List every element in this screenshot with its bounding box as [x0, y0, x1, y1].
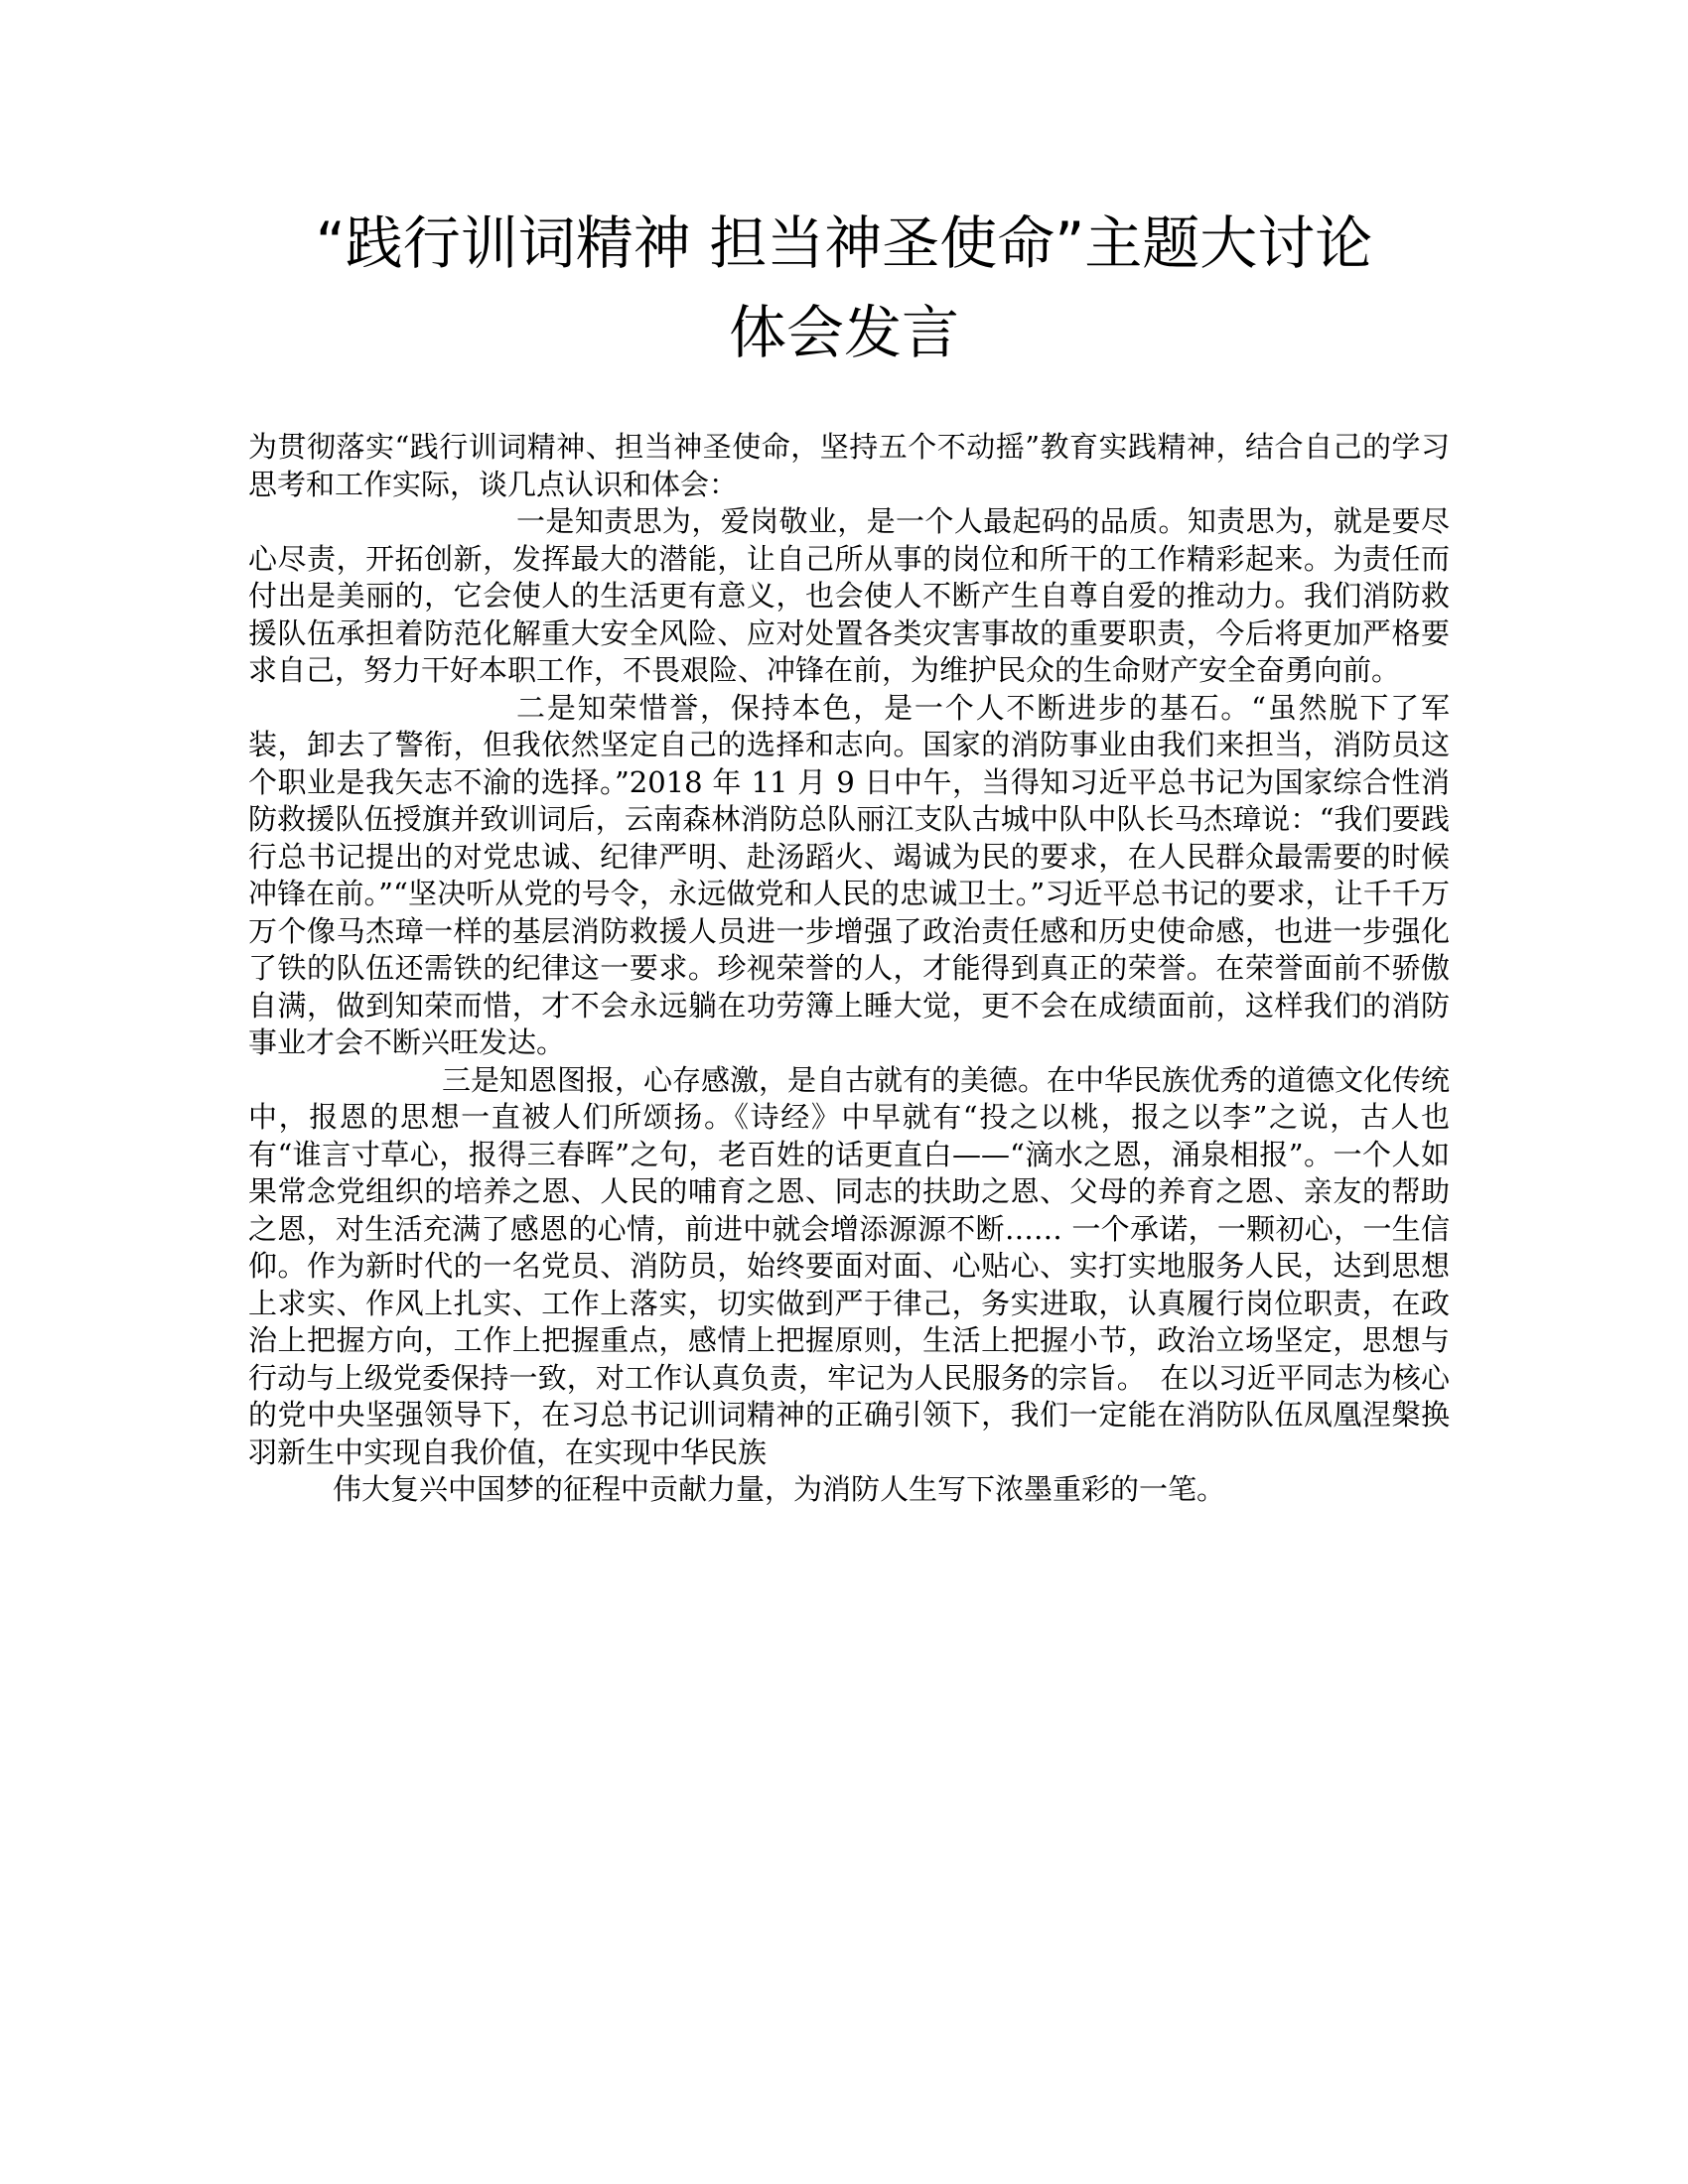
document-body: [248, 429, 1450, 1509]
paragraph-two: 二是知荣惜誉，保持本色，是一个人不断进步的基石。“虽然脱下了军装，卸去了警衔，但我依然坚定自己的选择和志向。国家的消防事业由我们来担当，消防员这个职业是我矢志不渝的选择。”2018 年 11 月 9 日中午，当得知习近平总书记为国家综合性消防救援队伍授旗并致训词后，云南森林消防总队丽江支队古城中队中队长马杰璋说：“我们要践行总书记提出的对党忠诚、纪律严明、赴汤蹈火、竭诚为民的要求，在人民群众最需要的时候冲锋在前。”“坚决听从党的号令，永远做党和人民的忠诚卫士。”习近平总书记的要求，让千千万万个像马杰璋一样的基层消防救援人员进一步增强了政治责任感和历史使命感，也进一步强化了铁的队伍还需铁的纪律这一要求。珍视荣誉的人，才能得到真正的荣誉。在荣誉面前不骄傲自满，做到知荣而惜，才不会永远躺在功劳簿上睡大觉，更不会在成绩面前，这样我们的消防事业才会不断兴旺发达。: [248, 690, 1450, 1059]
document-title: [199, 199, 1489, 377]
paragraph-one: 一是知责思为，爱岗敬业，是一个人最起码的品质。知责思为，就是要尽心尽责，开拓创新，发挥最大的潜能，让自己所从事的岗位和所干的工作精彩起来。为责任而付出是美丽的，它会使人的生活更有意义，也会使人不断产生自尊自爱的推动力。我们消防救援队伍承担着防范化解重大安全风险、应对处置各类灾害事故的重要职责，今后将更加严格要求自己，努力干好本职工作，不畏艰险、冲锋在前，为维护民众的生命财产安全奋勇向前。: [248, 504, 1450, 687]
paragraph-closing: 伟大复兴中国梦的征程中贡献力量，为消防人生写下浓墨重彩的一笔。: [333, 1472, 1226, 1506]
title-line-1: “践行训词精神 担当神圣使命”主题大讨论: [315, 209, 1373, 277]
title-line-2: 体会发言: [728, 299, 959, 366]
paragraph-three: 三是知恩图报，心存感激，是自古就有的美德。在中华民族优秀的道德文化传统中，报恩的思想一直被人们所颂扬。《诗经》中早就有“投之以桃，报之以李”之说，古人也有“谁言寸草心，报得三春晖”之句，老百姓的话更直白——“滴水之恩，涌泉相报”。一个人如果常念党组织的培养之恩、人民的哺育之恩、同志的扶助之恩、父母的养育之恩、亲友的帮助之恩，对生活充满了感恩的心情，前进中就会增添源源不断…… 一个承诺，一颗初心，一生信仰。作为新时代的一名党员、消防员，始终要面对面、心贴心、实打实地服务人民，达到思想上求实、作风上扎实、工作上落实，切实做到严于律己，务实进取，认真履行岗位职责，在政治上把握方向，工作上把握重点，感情上把握原则，生活上把握小节，政治立场坚定，思想与行动与上级党委保持一致，对工作认真负责，牢记为人民服务的宗旨。 在以习近平同志为核心的党中央坚强领导下，在习总书记训词精神的正确引领下，我们一定能在消防队伍凤凰涅槃换羽新生中实现自我价值，在实现中华民族: [248, 1062, 1451, 1469]
paragraph-intro: 为贯彻落实“践行训词精神、担当神圣使命，坚持五个不动摇”教育实践精神，结合自己的学习思考和工作实际，谈几点认识和体会：: [248, 430, 1450, 501]
